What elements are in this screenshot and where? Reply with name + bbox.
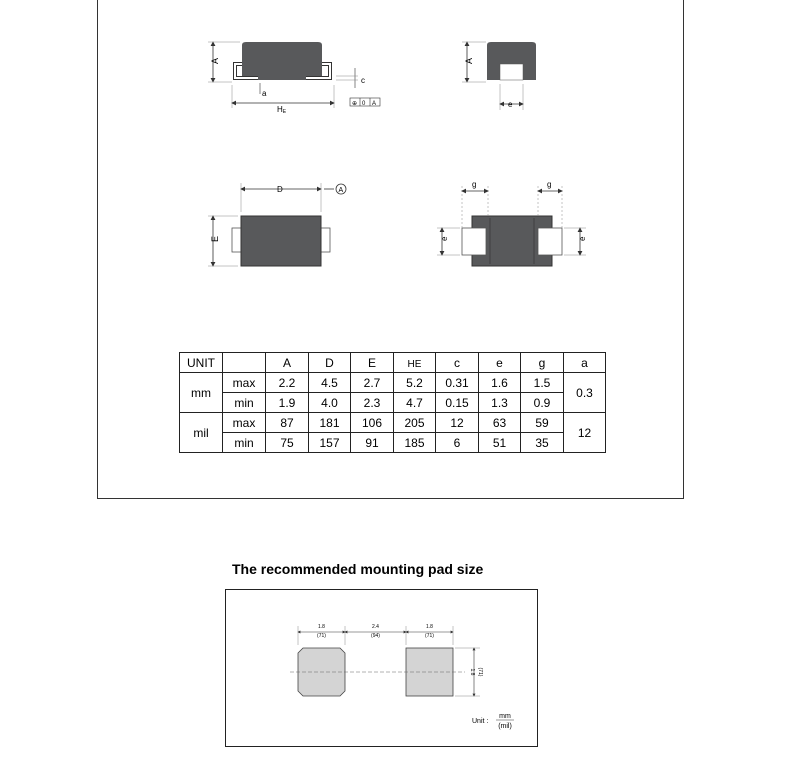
table-header-cell: e <box>479 353 521 373</box>
table-cell: 2.7 <box>351 373 394 393</box>
bottom-view-lead-right <box>538 228 562 255</box>
unit-mil: (mil) <box>498 723 512 730</box>
table-row <box>180 433 606 453</box>
unit-mm: mm <box>499 713 511 720</box>
dim-a-side-label: A <box>210 57 220 64</box>
table-header-cell: g <box>521 353 564 373</box>
table-cell: 106 <box>351 413 394 433</box>
mounting-pad-box <box>225 589 538 747</box>
table-header-cell: D <box>309 353 351 373</box>
table-cell: 35 <box>521 433 564 453</box>
table-header-cell <box>223 353 266 373</box>
svg-text:⊕: ⊕ <box>352 101 358 107</box>
table-row <box>180 373 606 393</box>
table-header-cell: c <box>436 353 479 373</box>
pad-dim-1-mm: 1.8 <box>318 624 325 630</box>
table-cell: 1.9 <box>266 393 309 413</box>
dim-d-label: D <box>277 185 283 194</box>
side-view-body <box>242 42 322 80</box>
table-cell: 91 <box>351 433 394 453</box>
dim-he-label: HE <box>277 105 287 115</box>
table-cell: 2.3 <box>351 393 394 413</box>
table-row <box>180 413 606 433</box>
table-header-cell: a <box>564 353 606 373</box>
end-view-lead <box>500 64 523 80</box>
bottom-view <box>437 180 587 266</box>
table-cell: 12 <box>436 413 479 433</box>
table-cell: 1.3 <box>479 393 521 413</box>
table-cell: 87 <box>266 413 309 433</box>
dim-e-bottom-right-label: e <box>578 236 587 241</box>
end-view <box>462 42 536 110</box>
pad-dim-3-mil: (71) <box>425 633 434 639</box>
pad-dim-2-mil: (94) <box>371 633 380 639</box>
dim-a-end-label: A <box>464 57 474 64</box>
mounting-pad-title: The recommended mounting pad size <box>232 561 484 577</box>
table-cell-a: 12 <box>564 413 606 453</box>
table-cell: 4.7 <box>394 393 436 413</box>
table-cell: 157 <box>309 433 351 453</box>
table-cell: 6 <box>436 433 479 453</box>
table-cell: 59 <box>521 413 564 433</box>
table-header-cell: UNIT <box>180 353 223 373</box>
dim-e-bottom-left-label: e <box>440 236 449 241</box>
table-cell: 205 <box>394 413 436 433</box>
table-header-row <box>180 353 606 373</box>
unit-cell: mm <box>180 373 223 413</box>
svg-text:A: A <box>338 187 344 194</box>
dim-e-end-label: e <box>508 100 513 109</box>
dim-g-right-label: g <box>547 180 552 189</box>
table-header-cell: HE <box>394 353 436 373</box>
table-cell: 51 <box>479 433 521 453</box>
table-header-cell: A <box>266 353 309 373</box>
dim-g-left-label: g <box>472 180 477 189</box>
unit-cell: mil <box>180 413 223 453</box>
table-cell: 185 <box>394 433 436 453</box>
row-label: min <box>223 433 266 453</box>
table-cell: 0.31 <box>436 373 479 393</box>
table-cell: 4.0 <box>309 393 351 413</box>
svg-text:0: 0 <box>362 101 366 107</box>
table-cell: 75 <box>266 433 309 453</box>
bottom-view-lead-left <box>462 228 486 255</box>
pad-dim-2-mm: 2.4 <box>372 624 379 630</box>
dimension-table <box>179 352 606 453</box>
dim-e-top-label: E <box>210 235 220 242</box>
table-cell: 0.9 <box>521 393 564 413</box>
table-cell: 1.5 <box>521 373 564 393</box>
dim-c-label: c <box>361 76 365 85</box>
pad-dim-1-mil: (71) <box>317 633 326 639</box>
table-cell-a: 0.3 <box>564 373 606 413</box>
unit-label: Unit : <box>472 718 489 725</box>
table-cell: 1.6 <box>479 373 521 393</box>
row-label: max <box>223 373 266 393</box>
row-label: min <box>223 393 266 413</box>
table-cell: 2.2 <box>266 373 309 393</box>
table-cell: 4.5 <box>309 373 351 393</box>
tolerance-frame <box>350 98 380 107</box>
top-view-body <box>241 216 321 266</box>
side-view <box>208 42 380 115</box>
table-cell: 63 <box>479 413 521 433</box>
table-cell: 0.15 <box>436 393 479 413</box>
svg-text:A: A <box>372 101 377 107</box>
pad-height-mil: (71) <box>477 667 483 677</box>
top-view <box>208 183 346 266</box>
table-cell: 5.2 <box>394 373 436 393</box>
table-cell: 181 <box>309 413 351 433</box>
pad-dim-3-mm: 1.8 <box>426 624 433 630</box>
pad-height-mm: 1.8 <box>469 668 475 676</box>
table-header-cell: E <box>351 353 394 373</box>
dim-small-a-label: a <box>262 89 267 98</box>
row-label: max <box>223 413 266 433</box>
table-row <box>180 393 606 413</box>
